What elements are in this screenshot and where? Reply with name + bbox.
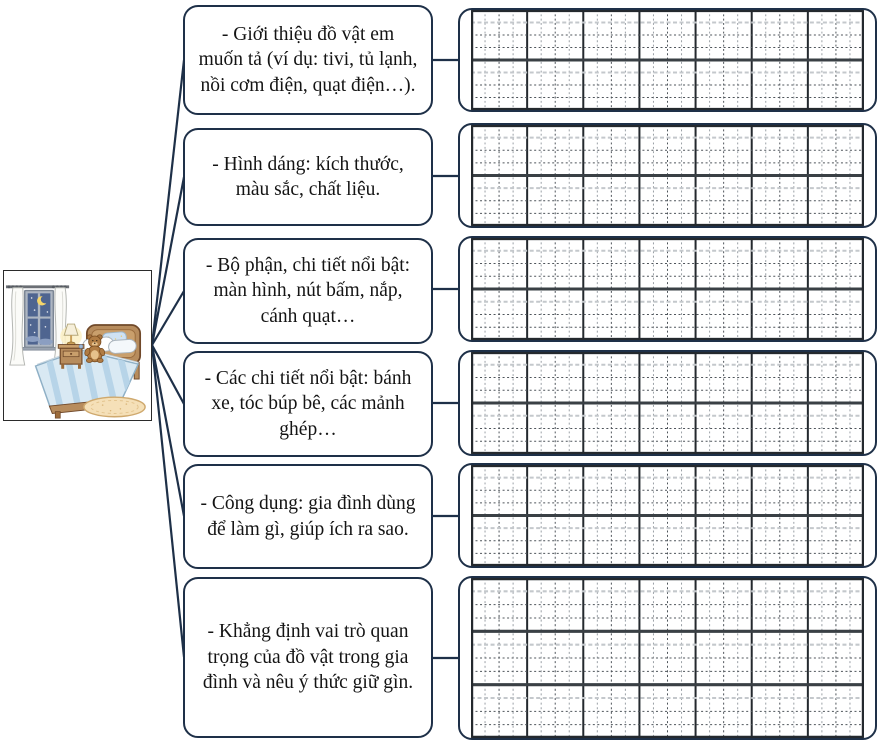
window-sill [23, 347, 56, 350]
connector-line [152, 60, 184, 345]
bedroom-illustration [3, 270, 152, 421]
outline-note-text: - Hình dáng: kích thước, màu sắc, chất liệu. [212, 153, 404, 200]
connector-line [152, 345, 184, 657]
note-to-grid-connector-lines [430, 60, 460, 658]
fan-connector-lines [152, 60, 184, 657]
outline-note-text: - Bộ phận, chi tiết nổi bật: màn hình, nút bấm, nắp, cánh quạt… [205, 254, 411, 327]
outline-note-6 [183, 577, 433, 738]
outline-note-3 [183, 238, 433, 344]
connector-line [152, 345, 184, 516]
writing-grid-1 [458, 8, 877, 112]
writing-grid-4 [458, 350, 877, 456]
nightstand [58, 324, 84, 369]
bed-leg [55, 412, 60, 419]
writing-grid-5 [458, 463, 877, 568]
outline-note-5 [183, 464, 433, 569]
writing-grid-6 [458, 576, 877, 740]
outline-note-text: - Khẳng định vai trò quan trọng của đồ vật trong gia đình và nêu ý thức giữ gìn. [202, 621, 414, 694]
writing-grid-2 [458, 123, 877, 228]
outline-note-4 [183, 351, 433, 457]
window [23, 291, 56, 351]
outline-note-1 [183, 5, 433, 115]
connector-line [152, 291, 184, 345]
clock [79, 345, 83, 349]
outline-note-text: - Giới thiệu đồ vật em muốn tả (ví dụ: tivi, tủ lạnh, nồi cơm điện, quạt điện…). [198, 23, 418, 96]
connector-line [152, 345, 184, 404]
outline-note-text: - Công dụng: gia đình dùng để làm gì, giúp ích ra sao. [200, 493, 416, 540]
outline-note-2 [183, 128, 433, 226]
connector-line [152, 177, 184, 345]
rug [84, 397, 145, 417]
writing-grid-3 [458, 236, 877, 342]
outline-note-text: - Các chi tiết nổi bật: bánh xe, tóc búp bê, các mảnh ghép… [204, 367, 412, 440]
